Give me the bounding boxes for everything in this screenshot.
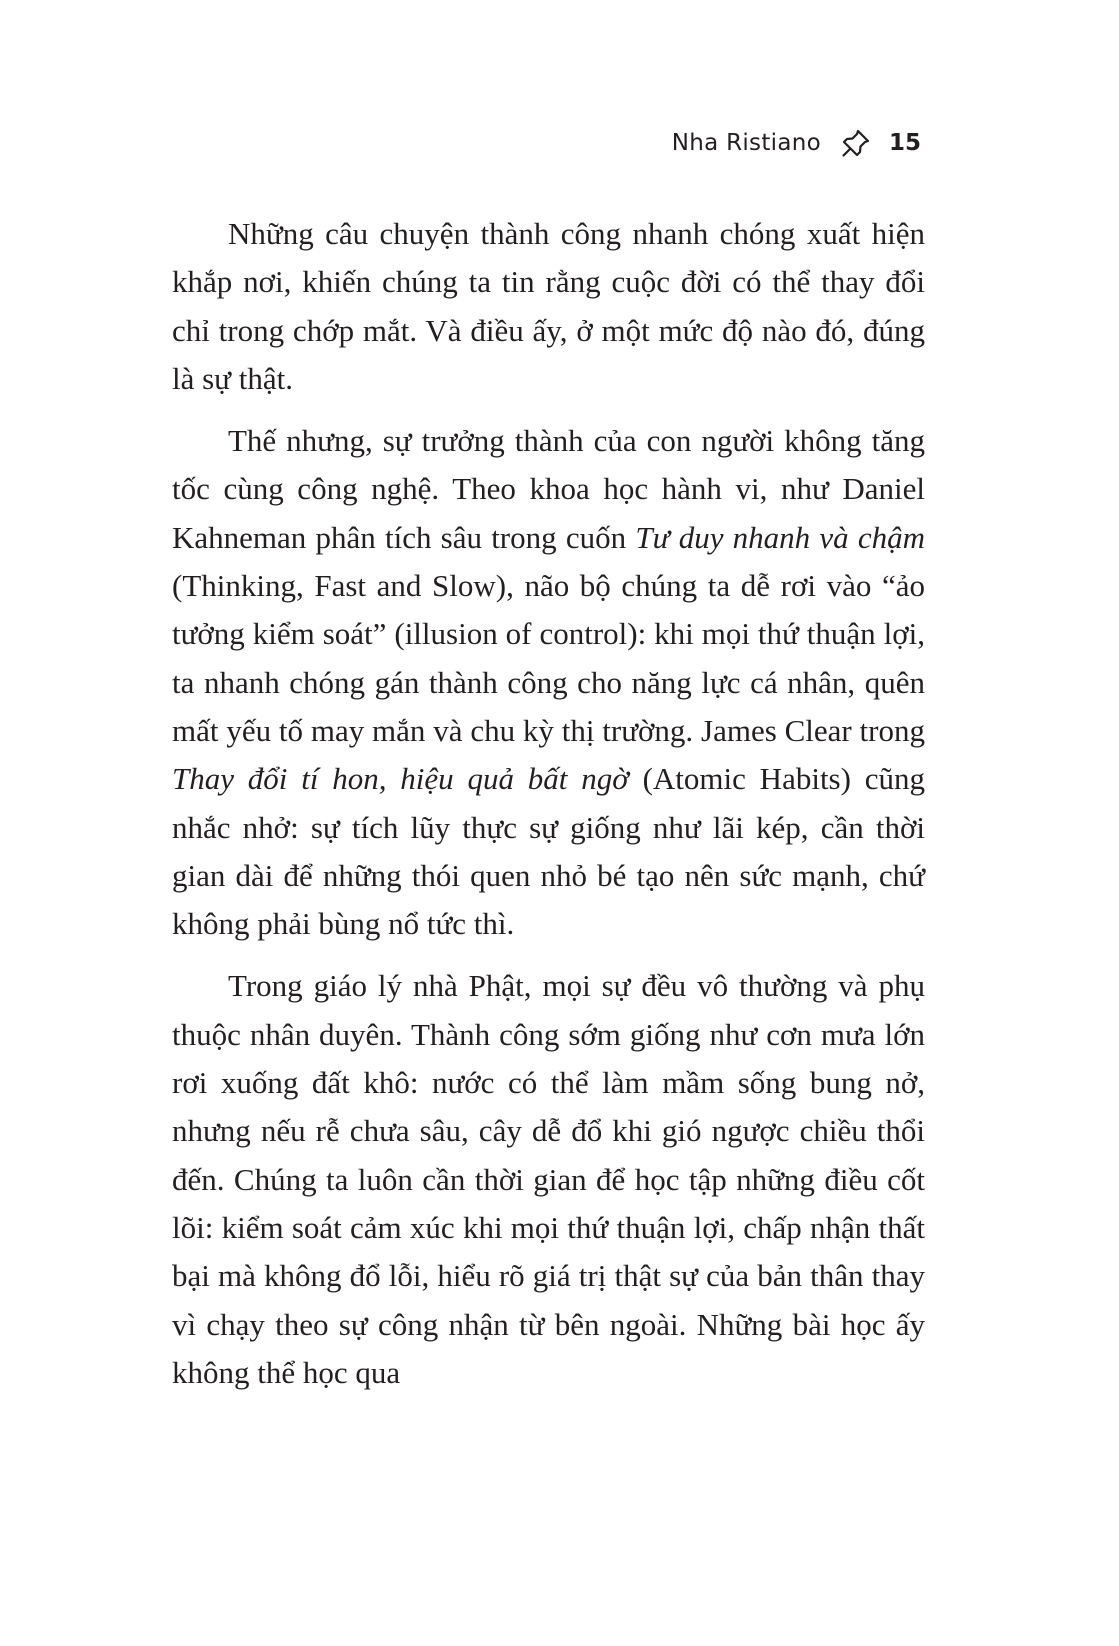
paragraph-text: Trong giáo lý nhà Phật, mọi sự đều vô thường và phụ thuộc nhân duyên. Thành công sớm giống như cơn mưa lớn rơi xuống đất khô: nước có thể làm mầm sống bung nở, nhưng nếu rễ chưa sâu, cây dễ đổ khi gió ngược chiều thổi đến. Chúng ta luôn cần thời gian để học tập những điều cốt lõi: kiểm soát cảm xúc khi mọi thứ thuận lợi, chấp nhận thất bại mà không đổ lỗi, hiểu rõ giá trị thật sự của bản thân thay vì chạy theo sự công nhận từ bên ngoài. Những bài học ấy không thể học qua [172, 968, 925, 1390]
header-author: Nha Ristiano [671, 130, 821, 156]
paragraph-text: (Thinking, Fast and Slow), não bộ chúng ta dễ rơi vào “ảo tưởng kiểm soát” (illusion of control): khi mọi thứ thuận lợi, ta nhanh chóng gán thành công cho năng lực cá nhân, quên mất yếu tố may mắn và chu kỳ thị trường. James Clear trong [172, 568, 925, 748]
paragraph [172, 417, 925, 948]
page-number: 15 [888, 130, 921, 156]
pushpin-icon [841, 128, 871, 158]
paragraph [172, 962, 925, 1397]
paragraph [172, 210, 925, 403]
paragraph-text: Những câu chuyện thành công nhanh chóng xuất hiện khắp nơi, khiến chúng ta tin rằng cuộc đời có thể thay đổi chỉ trong chớp mắt. Và điều ấy, ở một mức độ nào đó, đúng là sự thật. [172, 216, 925, 396]
book-title-italic: Tư duy nhanh và chậm [635, 519, 925, 555]
running-header [672, 128, 921, 158]
book-title-italic: Thay đổi tí hon, hiệu quả bất ngờ [172, 761, 629, 797]
body-text [172, 210, 925, 1397]
paragraph-text: Thế nhưng, sự trưởng thành của con người không tăng tốc cùng công nghệ. Theo khoa học hành vi, như Daniel Kahneman phân tích sâu trong cuốn [172, 423, 925, 555]
paragraph-text: (Atomic Habits) cũng nhắc nhở: sự tích lũy thực sự giống như lãi kép, cần thời gian dài để những thói quen nhỏ bé tạo nên sức mạnh, chứ không phải bùng nổ tức thì. [172, 761, 926, 942]
